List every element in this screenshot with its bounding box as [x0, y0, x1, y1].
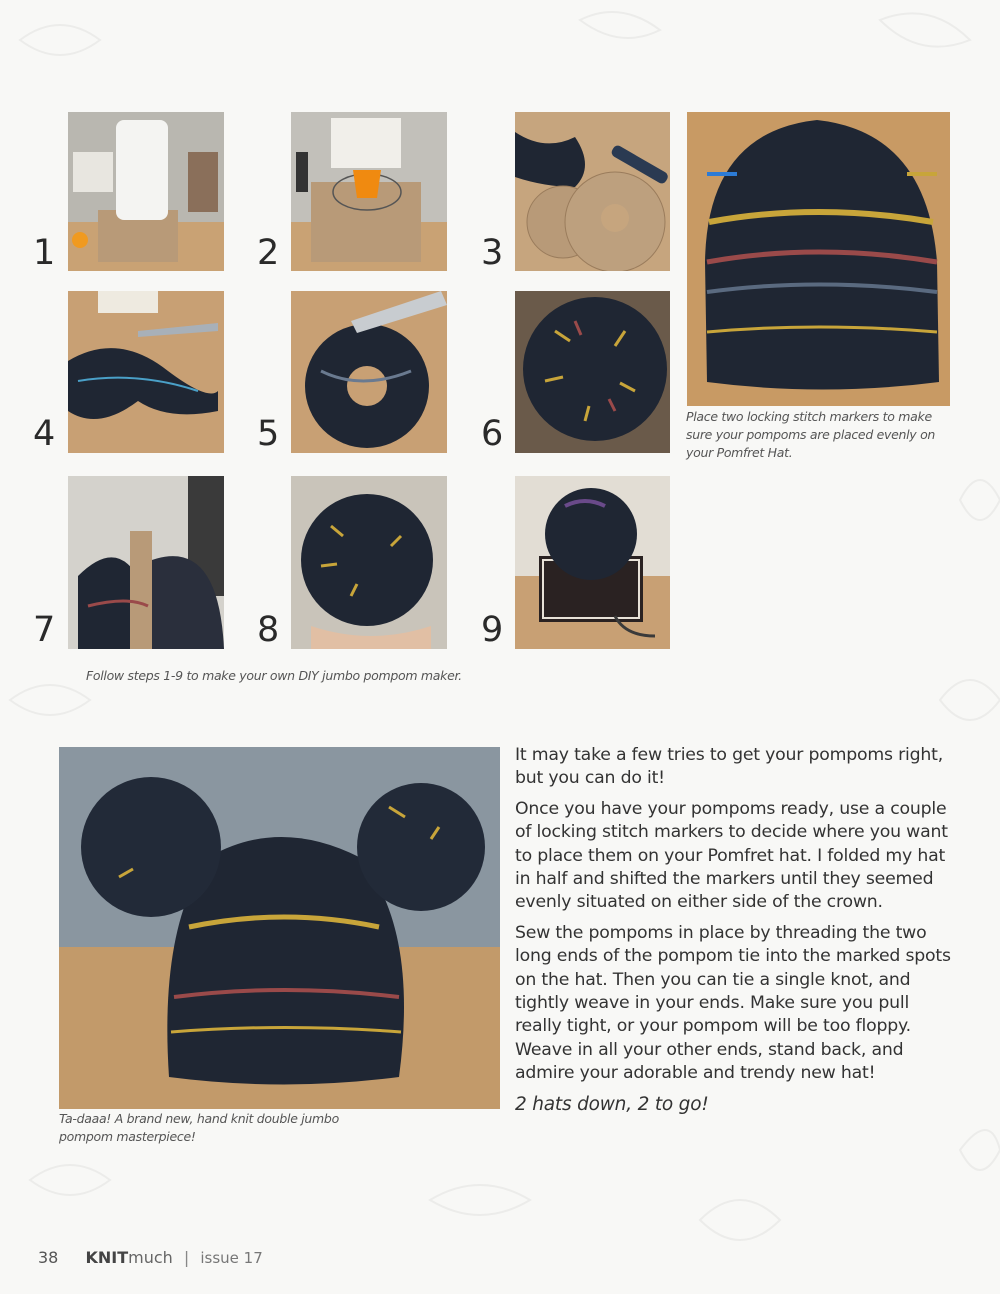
step-4-number: 4 [33, 414, 56, 454]
brand-name-bold: KNIT [85, 1248, 129, 1267]
step-5-number: 5 [257, 414, 280, 454]
step-2-photo [291, 112, 447, 271]
hat-markers-caption: Place two locking stitch markers to make sure your pompoms are placed evenly on your Pomfret Hat. [686, 409, 936, 460]
page-footer [38, 1248, 263, 1267]
step-7-photo [68, 476, 224, 649]
page-number: 38 [38, 1248, 59, 1267]
steps-caption: Follow steps 1-9 to make your own DIY jumbo pompom maker. [86, 668, 462, 683]
article-kicker: 2 hats down, 2 to go! [515, 1093, 709, 1115]
issue-label: issue 17 [200, 1249, 263, 1267]
step-6-photo [515, 291, 670, 453]
article-paragraph-2: Once you have your pompoms ready, use a couple of locking stitch markers to decide where you want to place them on your Pomfret hat. I folded my hat in half and shifted the markers until they seemed evenly situated on either side of the crown. [515, 798, 948, 913]
step-5-photo [291, 291, 447, 453]
step-8-number: 8 [257, 610, 280, 650]
finished-hat-photo [59, 747, 500, 1109]
brand-name-light: much [128, 1248, 173, 1267]
step-4-photo [68, 291, 224, 453]
step-7-number: 7 [33, 610, 56, 650]
step-6-number: 6 [481, 414, 504, 454]
article-paragraph-1: It may take a few tries to get your pompoms right, but you can do it! [515, 745, 944, 789]
step-2-number: 2 [257, 233, 280, 273]
step-9-number: 9 [481, 610, 504, 650]
step-8-photo [291, 476, 447, 649]
step-1-number: 1 [33, 233, 56, 273]
step-9-photo [515, 476, 670, 649]
hat-with-markers-photo [687, 112, 950, 406]
footer-separator: | [183, 1248, 190, 1267]
article-body [515, 744, 955, 1123]
step-3-photo [515, 112, 670, 271]
article-paragraph-3: Sew the pompoms in place by threading the two long ends of the pompom tie into the marked spots on the hat. Then you can tie a single knot, and tightly weave in your ends. Make sure you pull really tight, or your pompom will be too floppy. Weave in all your other ends, stand back, and admire your adorable and trendy new hat! [515, 922, 951, 1084]
step-3-number: 3 [481, 233, 504, 273]
step-1-photo [68, 112, 224, 271]
finished-hat-caption: Ta-daaa! A brand new, hand knit double jumbo pompom masterpiece! [59, 1111, 339, 1144]
